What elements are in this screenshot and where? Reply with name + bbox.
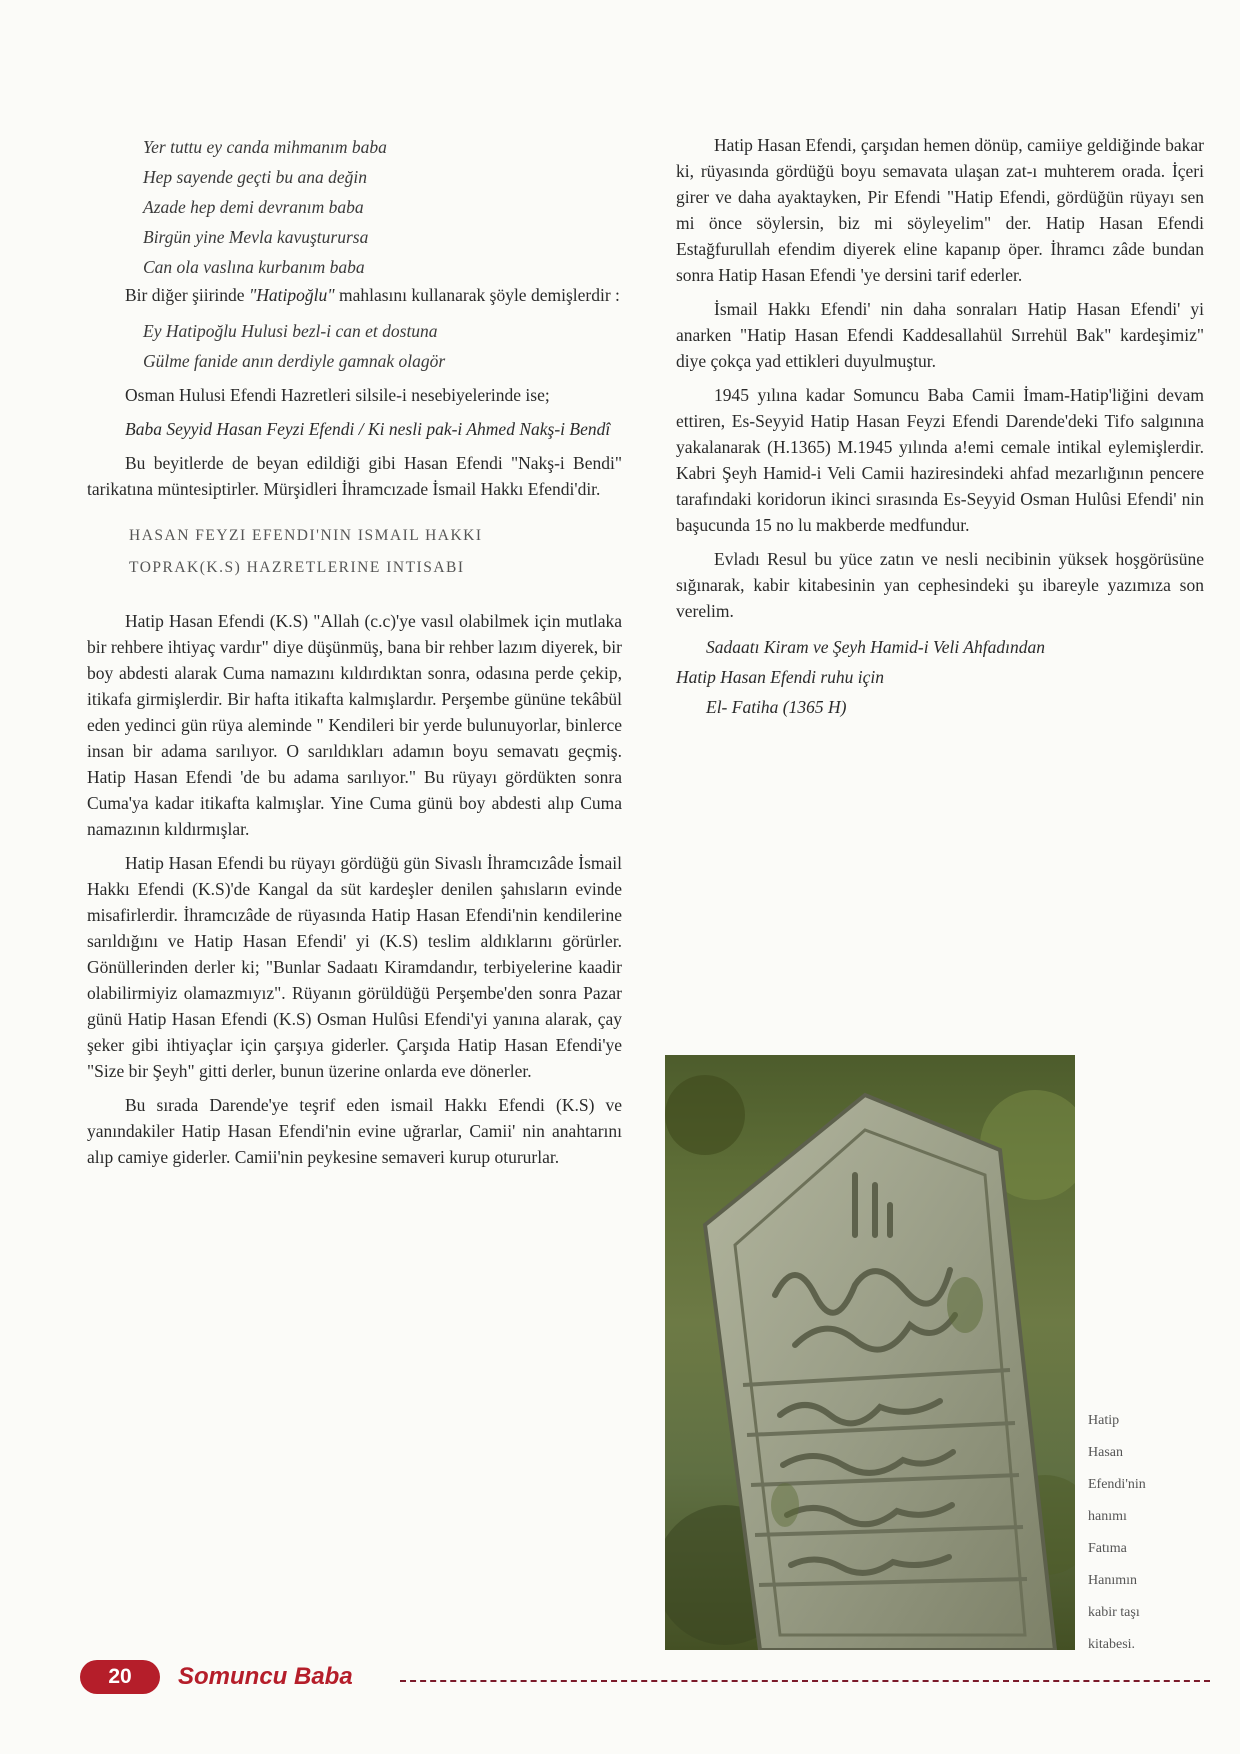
lineage-verse: Baba Seyyid Hasan Feyzi Efendi / Ki nesli pak-i Ahmed Nakş-i Bendî [125, 419, 611, 439]
caption-line: kitabesi. [1088, 1637, 1136, 1652]
left-column [87, 132, 622, 1170]
paragraph-text: mahlasını kullanarak şöyle demişlerdir : [334, 285, 620, 305]
signoff-line: Hatip Hasan Efendi ruhu için [676, 667, 885, 687]
caption-line: Hanımın [1088, 1573, 1137, 1588]
paragraph: Hatip Hasan Efendi bu rüyayı gördüğü gün Sivaslı İhramcızâde İsmail Hakkı Efendi (K.S)'de Kangal da süt kardeşler denilen şahısların evinde misafirlerdir. İhramcızâde de rüyasında Hatip Hasan Efendi'nin kendilerine sarıldığını ve Hatip Hasan Efendi' yi (K.S) teslim aldıklarını görürler. Gönüllerinden derler ki; "Bunlar Sadaatı Kiramdandır, terbiyelerine kaadir olabilirmiyiz olamazmıyız". Rüyanın görüldüğü Perşembe'den sonra Pazar günü Hatip Hasan Efendi (K.S) Osman Hulûsi Efendi'yi yanına alarak, çay şeker gibi ihtiyaçlar için çarşıya giderler. Çarşıda Hatip Hasan Efendi'ye "Size bir Şeyh" gitti derler, bunun üzerine onlarda eve dönerler. [87, 853, 622, 1081]
verse-line: Hep sayende geçti bu ana değin [143, 167, 368, 187]
photo-caption [1088, 1405, 1208, 1661]
verse-block [87, 316, 622, 376]
caption-line: Hatip [1088, 1413, 1120, 1428]
signoff-line: Sadaatı Kiram ve Şeyh Hamid-i Veli Ahfadından [706, 637, 1045, 657]
section-heading [87, 520, 622, 584]
caption-line: hanımı [1088, 1509, 1127, 1524]
caption-line: kabir taşı [1088, 1605, 1140, 1620]
paragraph: 1945 yılına kadar Somuncu Baba Camii İmam-Hatip'liğini devam ettiren, Es-Seyyid Hatip Hasan Feyzi Efendi Darende'deki Tifo salgınına yakalanarak (H.1365) M.1945 yılında a!emi cemale intikal eylemişlerdir. Kabri Şeyh Hamid-i Veli Camii haziresindeki ahfad mezarlığının pencere tarafındaki koridorun ikinci sırasında Es-Seyyid Osman Hulûsi Efendi' nin başucunda 15 no lu makberde medfundur. [676, 385, 1204, 535]
verse-line: Yer tuttu ey canda mihmanım baba [143, 137, 387, 157]
verse-line: Can ola vaslına kurbanım baba [143, 257, 365, 277]
heading-line: HASAN FEYZI EFENDI'NIN ISMAIL HAKKI [129, 527, 483, 544]
heading-line: TOPRAK(K.S) HAZRETLERINE INTISABI [129, 559, 465, 576]
paragraph: Bu sırada Darende'ye teşrif eden ismail Hakkı Efendi (K.S) ve yanındakiler Hatip Hasan Efendi'nin evine uğrarlar, Camii' nin anahtarını alıp camiye giderler. Camii'nin peykesine semaveri kurup otururlar. [87, 1095, 622, 1167]
signoff [676, 632, 1204, 722]
paragraph: İsmail Hakkı Efendi' nin daha sonraları Hatip Hasan Efendi' yi anarken "Hatip Hasan Efendi Kaddesallahül Sırrehül Bak" kardeşimiz" diye çokça yad ettikleri duyulmuştur. [676, 299, 1204, 371]
paragraph [87, 282, 622, 308]
verse-line: Azade hep demi devranım baba [143, 197, 364, 217]
verse-line: Ey Hatipoğlu Hulusi bezl-i can et dostuna [143, 321, 438, 341]
gravestone-photo [665, 1055, 1075, 1650]
footer-rule [400, 1680, 1210, 1682]
gravestone-illustration [665, 1055, 1075, 1650]
paragraph: Osman Hulusi Efendi Hazretleri silsile-i nesebiyelerinde ise; [125, 385, 550, 405]
signoff-line: El- Fatiha (1365 H) [706, 697, 847, 717]
page-footer [80, 1660, 1210, 1700]
paragraph: Hatip Hasan Efendi (K.S) "Allah (c.c)'ye vasıl olabilmek için mutlaka bir rehbere ihtiyaç vardır" diye düşünmüş, bana bir rehber lazım diyerek, bir boy abdesti alarak Cuma namazını kıldırdıktan sonra, odasına perde çekip, itikafa girmişlerdir. Bir hafta itikafta kalmışlardır. Perşembe gününe tekâbül eden yedinci gün rüya aleminde " Kendileri bir yerde bulunuyorlar, binlerce insan bir adama sarılıyor. O sarıldıkları adamın boyu semavatı geçmiş. Hatip Hasan Efendi 'de bu adama sarılıyor." Bu rüyayı gördükten sonra Cuma'ya kadar itikafta kalmışlar. Yine Cuma günü boy abdesti alıp Cuma namazının kıldırmışlar. [87, 611, 622, 839]
paragraph: Evladı Resul bu yüce zatın ve nesli necibinin yüksek hoşgörüsüne sığınarak, kabir kitabesinin yan cephesindeki şu ibareyle yazımıza son verelim. [676, 549, 1204, 621]
paragraph-text: Bir diğer şiirinde [125, 285, 249, 305]
verse-block [87, 132, 622, 282]
caption-line: Hasan [1088, 1445, 1123, 1460]
right-column [676, 132, 1204, 722]
verse-line: Gülme fanide anın derdiyle gamnak olagör [143, 351, 446, 371]
paragraph: Bu beyitlerde de beyan edildiği gibi Hasan Efendi "Nakş-i Bendi" tarikatına müntesiptirler. Mürşidleri İhramcızade İsmail Hakkı Efendi'dir. [87, 453, 622, 499]
caption-line: Fatıma [1088, 1541, 1127, 1556]
page-number: 20 [80, 1660, 160, 1694]
magazine-name: Somuncu Baba [178, 1663, 353, 1690]
caption-line: Efendi'nin [1088, 1477, 1146, 1492]
verse-line: Birgün yine Mevla kavuşturursa [143, 227, 369, 247]
pen-name: "Hatipoğlu" [248, 285, 335, 305]
paragraph: Hatip Hasan Efendi, çarşıdan hemen dönüp, camiiye geldiğinde bakar ki, rüyasında gördüğü boyu semavata ulaşan zat-ı muhterem orada. İçeri girer ve daha ayaktayken, Pir Efendi "Hatip Efendi, gördüğün rüyayı sen mi önce söylersin, biz mi söyleyelim" der. Hatip Hasan Efendi Estağfurullah efendim diyerek eline kapanıp öper. İhramcı zâde bundan sonra Hatip Hasan Efendi 'ye dersini tarif ederler. [676, 135, 1204, 285]
